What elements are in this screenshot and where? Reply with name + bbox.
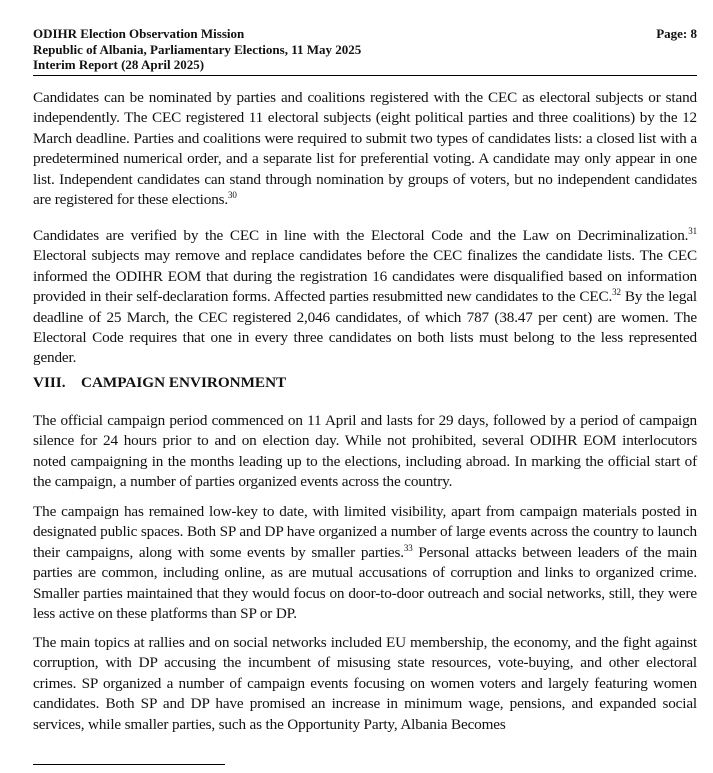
footnote-ref-30[interactable]: 30 (228, 189, 237, 200)
paragraph-text: The main topics at rallies and on social networks included EU membership, the economy, and the fight against corruption, with DP accusing the incumbent of misusing state resources, vote-buying, and other electoral crimes. SP organized a number of campaign events focusing on women voters and largely featuring women candidates. Both SP and DP have promised an increase in minimum wage, pensions, and expanded social services, while smaller parties, such as the Opportunity Party, Albania Becomes (33, 634, 697, 733)
page-header (33, 26, 697, 76)
section-heading (33, 373, 286, 393)
paragraph-campaign-period (33, 411, 697, 493)
footnote-ref-33[interactable]: 33 (403, 542, 413, 553)
page-number: Page: 8 (656, 26, 697, 41)
paragraph-text: Personal attacks between leaders of the main parties are common, including online, as are mutual accusations of corruption and links to organized crime. Smaller parties maintained that they would focus on door-to-door outreach and social networks, still, they were less active on these platforms than SP or DP. (33, 543, 697, 623)
header-mission-title: ODIHR Election Observation Mission (33, 26, 245, 41)
footnote-ref-32[interactable]: 32 (612, 287, 621, 298)
paragraph-campaign-topics (33, 633, 697, 735)
section-title: CAMPAIGN ENVIRONMENT (81, 374, 287, 391)
section-number: VIII. (33, 374, 66, 391)
header-election-title: Republic of Albania, Parliamentary Elections, 11 May 2025 (33, 41, 362, 57)
paragraph-text: Candidates can be nominated by parties and coalitions registered with the CEC as electoral subjects or stand independently. The CEC registered 11 electoral subjects (eight political parties and three coalitions) by the 12 March deadline. Parties and coalitions were required to submit two types of candidates lists: a closed list with a predetermined numerical order, and a separate list for preferential voting. A candidate may only appear in one list. Independent candidates can stand through nomination by groups of voters, but no independent candidates are registered for these elections. (33, 89, 697, 209)
footnote-separator (33, 764, 225, 765)
paragraph-text: By the legal deadline of 25 March, the CEC registered 2,046 candidates, of which 787 (38.47 per cent) are women. The Electoral Code requires that one in every three candidates on both lists must belong to the less represented gender. (33, 288, 697, 367)
paragraph-text: The official campaign period commenced on 11 April and lasts for 29 days, followed by a period of campaign silence for 24 hours prior to and on election day. While not prohibited, several ODIHR EOM interlocutors noted campaigning in the months leading up to the elections, including abroad. In marking the official start of the campaign, a number of parties organized events across the country. (33, 412, 697, 491)
paragraph-text: Candidates are verified by the CEC in line with the Electoral Code and the Law on Decriminalization. (33, 227, 689, 244)
header-report-title: Interim Report (28 April 2025) (33, 57, 205, 72)
footnote-ref-31[interactable]: 31 (688, 225, 697, 236)
paragraph-text: Electoral subjects may remove and replace candidates before the CEC finalizes the candidate lists. The CEC informed the ODIHR EOM that during the registration 16 candidates were disqualified based on information provided in their self-declaration forms. Affected parties resubmitted new candidates to the CEC. (33, 247, 697, 306)
paragraph-campaign-visibility (33, 502, 697, 624)
paragraph-candidate-verification (33, 226, 697, 369)
paragraph-text: The campaign has remained low-key to date, with limited visibility, apart from campaign materials posted in designated public spaces. Both SP and DP have organized a number of large events across the country to launch their campaigns, along with some events by smaller parties. (33, 503, 697, 561)
paragraph-candidate-nomination (33, 88, 697, 210)
